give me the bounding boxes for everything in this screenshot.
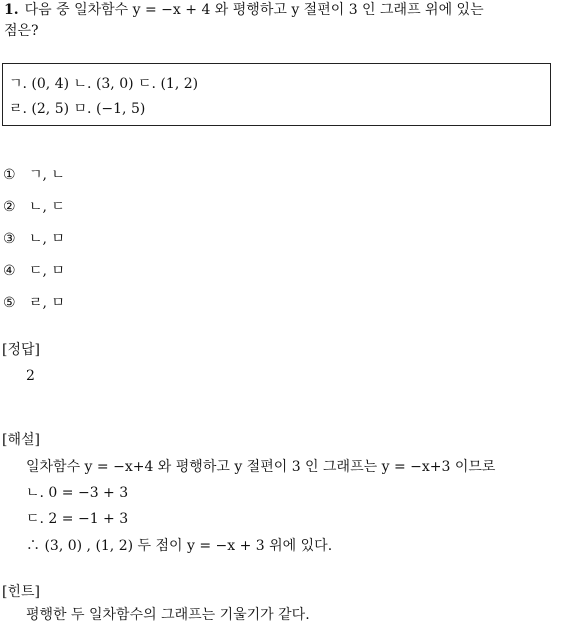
choice-4-text: ㄷ, ㅁ bbox=[29, 263, 65, 279]
options-row-1: ㄱ. (0, 4) ㄴ. (3, 0) ㄷ. (1, 2) bbox=[9, 76, 199, 92]
choice-5[interactable] bbox=[3, 293, 65, 313]
choice-3-text: ㄴ, ㅁ bbox=[29, 231, 65, 247]
choice-1[interactable] bbox=[3, 165, 65, 185]
choice-5-marker: ⑤ bbox=[3, 295, 16, 311]
choice-4[interactable] bbox=[3, 261, 65, 281]
question-text-line-1: 다음 중 일차함수 y = −x + 4 와 평행하고 y 절편이 3 인 그래프 위에 있는 bbox=[24, 2, 484, 18]
choice-1-text: ㄱ, ㄴ bbox=[29, 167, 65, 183]
options-row-2: ㄹ. (2, 5) ㅁ. (−1, 5) bbox=[9, 101, 146, 117]
choice-5-text: ㄹ, ㅁ bbox=[29, 295, 65, 311]
explanation-line-2: ㄴ. 0 = −3 + 3 bbox=[26, 485, 129, 501]
choice-2-text: ㄴ, ㄷ bbox=[29, 199, 65, 215]
choice-3[interactable] bbox=[3, 229, 65, 249]
answer-heading: [정답] bbox=[2, 342, 40, 358]
choice-3-marker: ③ bbox=[3, 231, 16, 247]
hint-text: 평행한 두 일차함수의 그래프는 기울기가 같다. bbox=[26, 607, 310, 623]
choice-4-marker: ④ bbox=[3, 263, 16, 279]
options-box bbox=[2, 63, 551, 126]
hint-heading: [힌트] bbox=[2, 584, 40, 600]
choice-1-marker: ① bbox=[3, 167, 16, 183]
explanation-line-3: ㄷ. 2 = −1 + 3 bbox=[26, 511, 129, 527]
answer-value: 2 bbox=[26, 368, 35, 384]
question-number: 1. bbox=[4, 2, 19, 18]
explanation-heading: [해설] bbox=[2, 432, 40, 448]
question-line-1 bbox=[4, 0, 484, 20]
choice-2[interactable] bbox=[3, 197, 65, 217]
explanation-line-4: ∴ (3, 0) , (1, 2) 두 점이 y = −x + 3 위에 있다. bbox=[26, 538, 333, 554]
question-line-2: 점은? bbox=[4, 23, 39, 39]
explanation-line-1: 일차함수 y = −x+4 와 평행하고 y 절편이 3 인 그래프는 y = −x+3 이므로 bbox=[26, 459, 496, 475]
choice-2-marker: ② bbox=[3, 199, 16, 215]
